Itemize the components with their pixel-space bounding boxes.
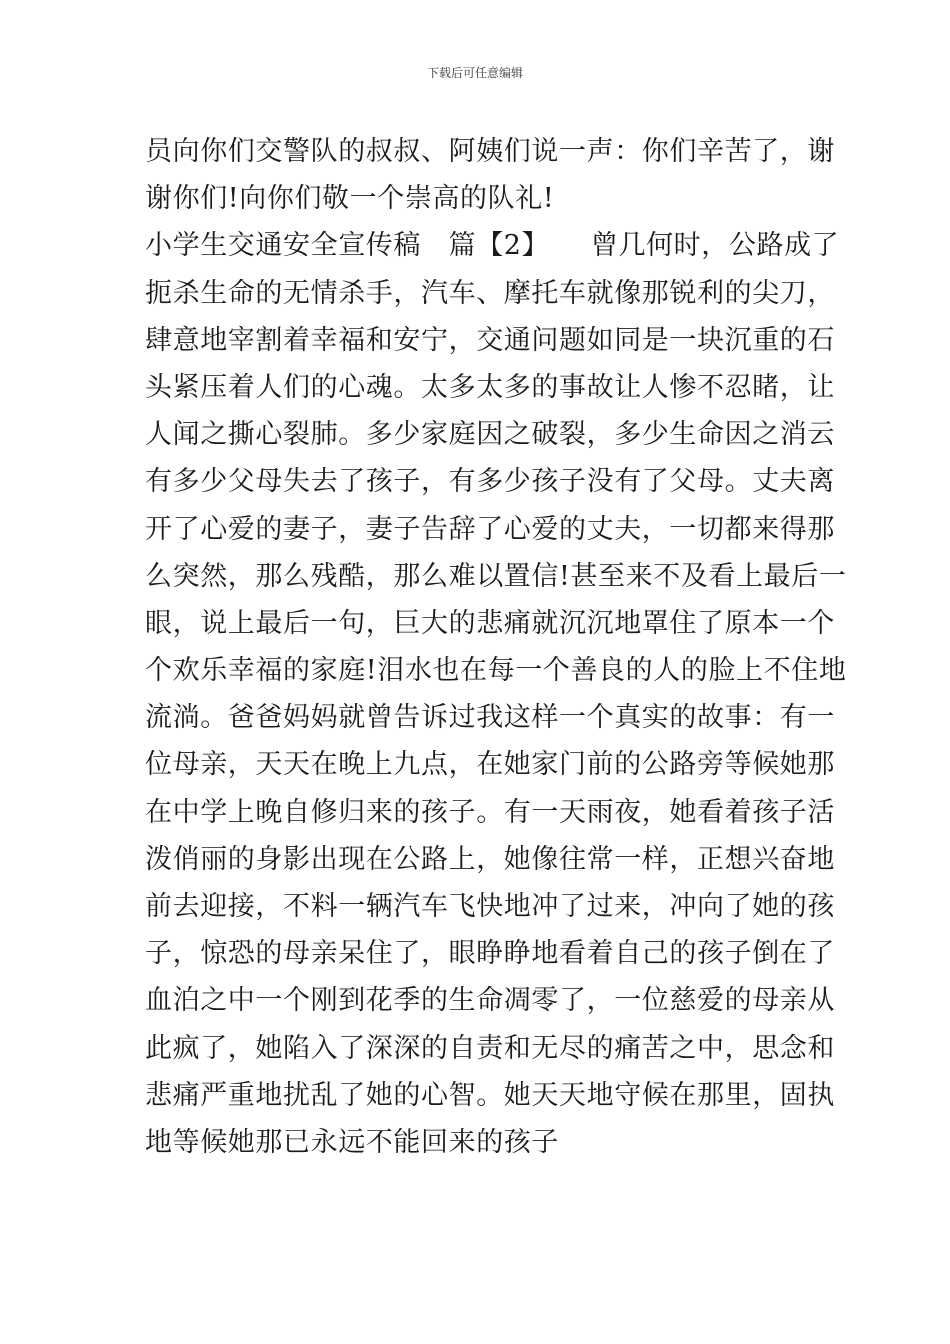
text-line: 人闻之撕心裂肺。多少家庭因之破裂，多少生命因之消云: [145, 419, 835, 451]
page-header: 下载后可任意编辑: [426, 66, 523, 80]
text-line: 肆意地宰割着幸福和安宁，交通问题如同是一块沉重的石: [145, 324, 835, 356]
text-line: 员向你们交警队的叔叔、阿姨们说一声：你们辛苦了，谢: [145, 136, 835, 167]
document-body: [145, 128, 847, 1166]
text-line: 此疯了，她陷入了深深的自责和无尽的痛苦之中，思念和: [145, 1032, 835, 1064]
text-line: 前去迎接，不料一辆汽车飞快地冲了过来，冲向了她的孩: [145, 891, 835, 922]
text-line: 悲痛严重地扰乱了她的心智。她天天地守候在那里，固执: [145, 1079, 835, 1111]
text-line: 扼杀生命的无情杀手，汽车、摩托车就像那锐利的尖刀，: [145, 277, 835, 309]
text-line: 流淌。爸爸妈妈就曾告诉过我这样一个真实的故事：有一: [145, 702, 835, 734]
text-line: 个欢乐幸福的家庭!泪水也在每一个善良的人的脸上不住地: [145, 655, 847, 687]
section-heading-line: 小学生交通安全宣传稿 篇【2】 曾几何时，公路成了: [145, 230, 840, 262]
text-line: 头紧压着人们的心魂。太多太多的事故让人惨不忍睹，让: [145, 371, 835, 403]
text-line: 眼，说上最后一句，巨大的悲痛就沉沉地罩住了原本一个: [145, 607, 835, 639]
text-line: 泼俏丽的身影出现在公路上，她像往常一样，正想兴奋地: [145, 843, 835, 875]
text-line: 血泊之中一个刚到花季的生命凋零了，一位慈爱的母亲从: [145, 985, 835, 1017]
text-line: 有多少父母失去了孩子，有多少孩子没有了父母。丈夫离: [145, 466, 835, 498]
text-line: 位母亲，天天在晚上九点，在她家门前的公路旁等候她那: [145, 749, 835, 781]
text-line: 在中学上晚自修归来的孩子。有一天雨夜，她看着孩子活: [145, 796, 835, 828]
text-line: 么突然，那么残酷，那么难以置信!甚至来不及看上最后一: [145, 560, 847, 592]
text-line: 谢你们!向你们敬一个崇高的队礼!: [145, 183, 555, 215]
text-line: 地等候她那已永远不能回来的孩子: [145, 1126, 559, 1158]
text-line: 子，惊恐的母亲呆住了，眼睁睁地看着自己的孩子倒在了: [145, 938, 835, 970]
text-line: 开了心爱的妻子，妻子告辞了心爱的丈夫，一切都来得那: [145, 513, 835, 545]
